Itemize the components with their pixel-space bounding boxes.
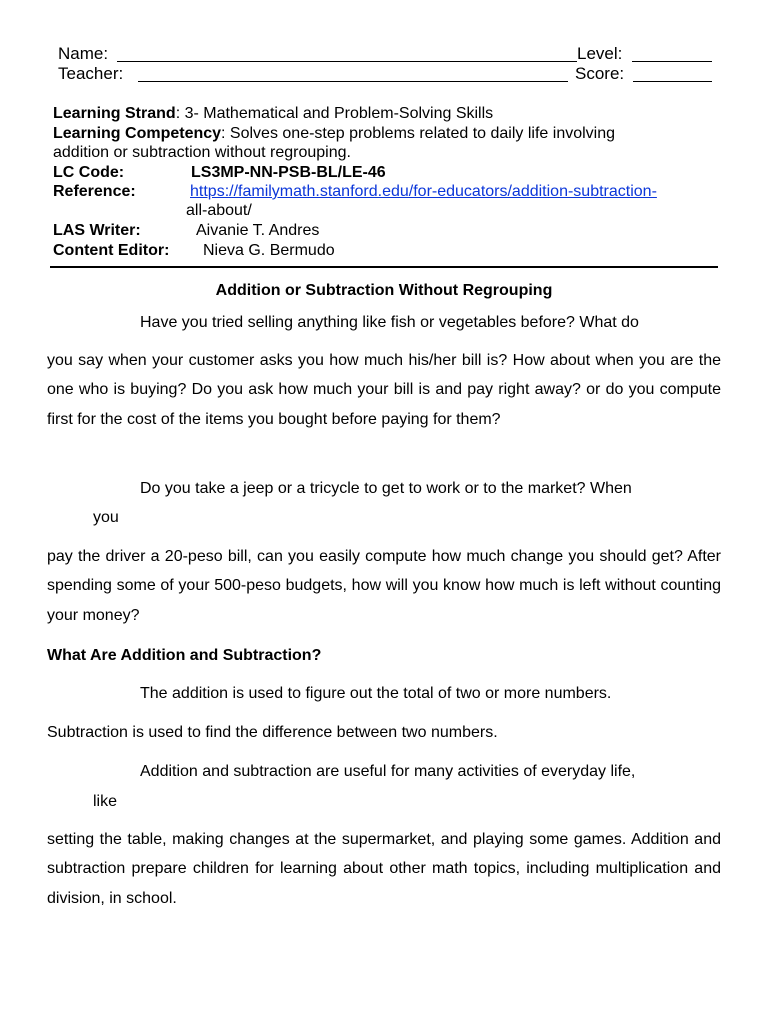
lc-code-label: LC Code: <box>53 164 125 181</box>
editor-value: Nieva G. Bermudo <box>203 242 335 259</box>
paragraph-2: pay the driver a 20-peso bill, can you easily compute how much change you should get? After spending some of your 500-peso budgets, how will you know how much is left without counting your money? <box>47 548 721 624</box>
teacher-field[interactable] <box>138 81 568 82</box>
addition-definition: The addition is used to figure out the total of two or more numbers. <box>140 685 612 702</box>
lc-code-value: LS3MP-NN-PSB-BL/LE-46 <box>191 164 386 181</box>
page-title: Addition or Subtraction Without Regrouping <box>215 282 553 299</box>
paragraph-2-first-line: Do you take a jeep or a tricycle to get to work or to the market? When <box>140 480 632 497</box>
competency-value-cont: addition or subtraction without regrouping. <box>53 144 351 161</box>
name-label: Name: <box>58 44 109 63</box>
reference-link[interactable]: https://familymath.stanford.edu/for-educators/addition-subtraction- <box>190 183 657 200</box>
writer-value: Aivanie T. Andres <box>196 222 320 239</box>
paragraph-5-first-line: Addition and subtraction are useful for many activities of everyday life, <box>140 763 636 780</box>
divider <box>50 266 718 268</box>
level-label: Level: <box>577 44 623 63</box>
section-heading: What Are Addition and Subtraction? <box>47 647 322 664</box>
competency-value: : Solves one-step problems related to daily life involving <box>221 125 616 142</box>
reference-label: Reference: <box>53 183 136 200</box>
paragraph-5: setting the table, making changes at the supermarket, and playing some games. Addition and subtraction prepare children for learning about other math topics, including multiplication and division, in school. <box>47 831 721 907</box>
paragraph-1: you say when your customer asks you how much his/her bill is? How about when you are the one who is buying? Do you ask how much your bill is and pay right away? or do you compute first for the cost of the items you bought before paying for them? <box>47 352 721 428</box>
paragraph-5-orphan: like <box>93 793 118 810</box>
strand-label: Learning Strand <box>53 105 176 122</box>
paragraph-1-first-line: Have you tried selling anything like fish or vegetables before? What do <box>140 314 639 331</box>
teacher-label: Teacher: <box>58 64 124 83</box>
competency-label: Learning Competency <box>53 125 222 142</box>
score-label: Score: <box>575 64 625 83</box>
level-field[interactable] <box>632 61 712 62</box>
writer-label: LAS Writer: <box>53 222 141 239</box>
score-field[interactable] <box>633 81 712 82</box>
subtraction-definition: Subtraction is used to find the difference between two numbers. <box>47 724 498 741</box>
learning-competency <box>53 124 615 144</box>
strand-value: : 3- Mathematical and Problem-Solving Skills <box>175 105 494 122</box>
paragraph-2-orphan: you <box>93 509 119 526</box>
learning-strand <box>53 104 493 124</box>
reference-link-cont: all-about/ <box>186 202 252 219</box>
editor-label: Content Editor: <box>53 242 170 259</box>
name-field[interactable] <box>117 61 577 62</box>
